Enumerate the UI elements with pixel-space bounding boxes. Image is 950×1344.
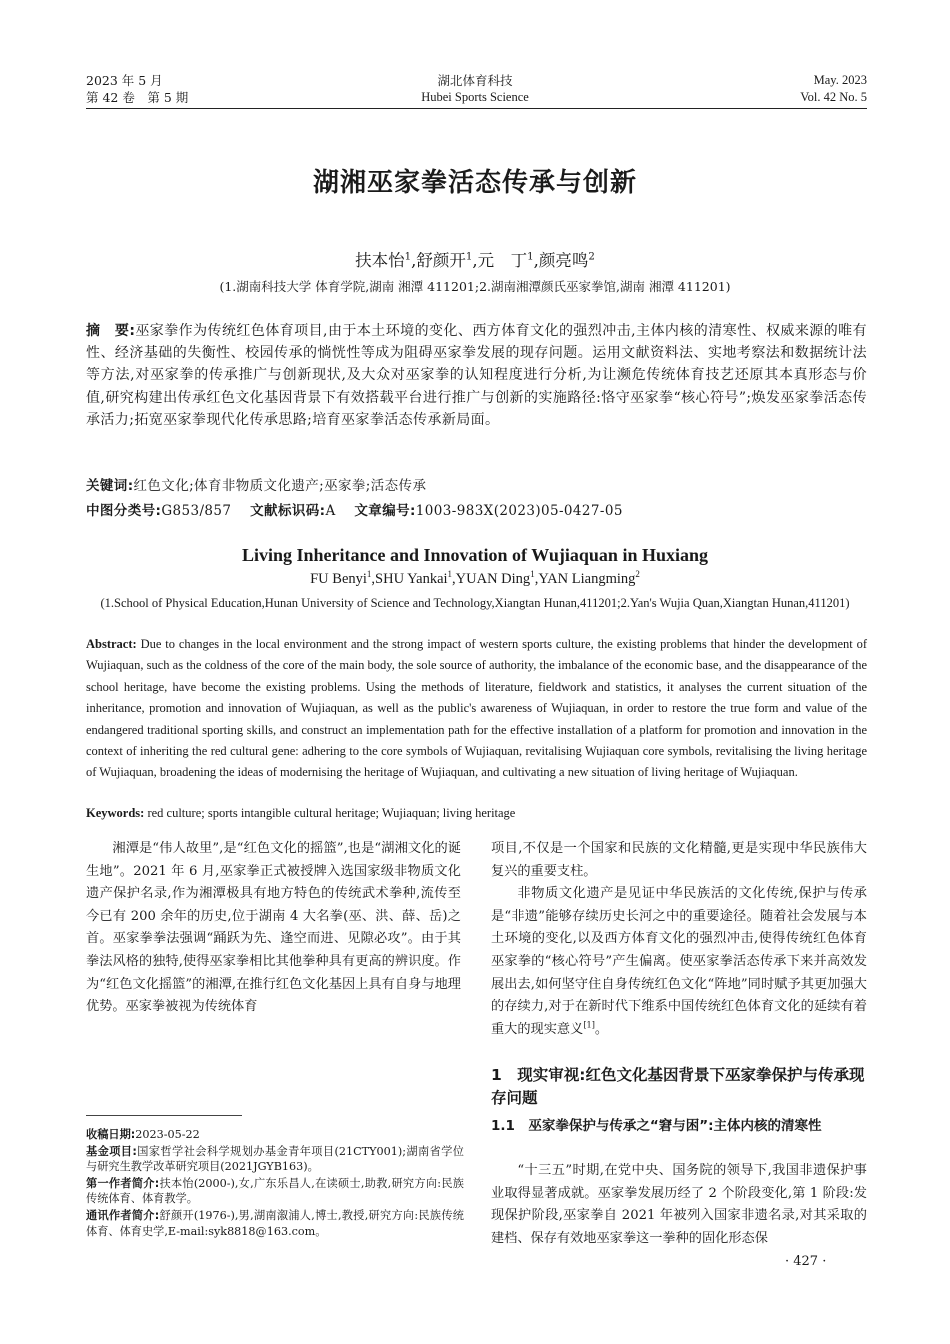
page-title: 湖湘巫家拳活态传承与创新 bbox=[312, 168, 637, 198]
received-value: 2023-05-22 bbox=[135, 1128, 200, 1141]
author-list: 扶本怡$^1$,舒颜开$^1$,元 丁$^1$,颜亮鸣$^2$ bbox=[355, 251, 595, 270]
header-date: 2023 年 5 月 bbox=[86, 73, 163, 88]
header-volume-en: Vol. 42 No. 5 bbox=[800, 90, 867, 104]
abstract-cn-label: 摘 要: bbox=[86, 323, 136, 339]
header-rule bbox=[86, 108, 867, 109]
body-right-column-cont bbox=[491, 1160, 867, 1250]
author-sup: 1 bbox=[530, 569, 535, 580]
body-paragraph-text: 非物质文化遗产是见证中华民族活的文化传统,保护与传承是“非遗”能够存续历史长河之中的重要途径。随着社会发展与本土环境的变化,以及西方体育文化的强烈冲击,使得传统红色体育巫家拳的“核心符号”产生偏离。使巫家拳活态传承下来并高效发展出去,如何坚守住自身传统红色文化“阵地”同时赋予其更加强大的存续力,对于在新时代下维系中国传统红色体育文化的延续有着重大的现实意义 bbox=[491, 886, 867, 1037]
classification-line bbox=[86, 501, 867, 521]
author-name: 颜亮鸣 bbox=[538, 251, 589, 270]
author-sup: 2 bbox=[635, 569, 640, 580]
author-name: YAN Liangming bbox=[538, 571, 636, 587]
footnote-rule bbox=[86, 1115, 242, 1116]
author-name: 扶本怡 bbox=[355, 251, 405, 270]
doc-code-value: A bbox=[325, 503, 336, 519]
abstract-en bbox=[86, 634, 867, 784]
first-author-value: 扶本怡(2000-),女,广东乐昌人,在读硕士,助教,研究方向:民族传统体育、体育教学。 bbox=[86, 1176, 464, 1206]
body-paragraph: “十三五”时期,在党中央、国务院的领导下,我国非遗保护事业取得显著成就。巫家拳发展历经了 2 个阶段变化,第 1 阶段:发现保护阶段,巫家拳自 2021 年被列入国家非遗名录,对其采取的建档、保存有效地巫家拳这一拳种的固化形态保 bbox=[491, 1163, 867, 1246]
corresponding-author-info bbox=[86, 1208, 464, 1239]
abstract-en-label: Abstract: bbox=[86, 637, 137, 651]
abstract-cn-text: 巫家拳作为传统红色体育项目,由于本土环境的变化、西方体育文化的强烈冲击,主体内核的清寒性、权威来源的唯有性、经济基础的失衡性、校园传承的惝恍性等成为阻碍巫家拳发展的现存问题。运用文献资料法、实地考察法和数据统计法等方法,对巫家拳的传承推广与创新现状,及大众对巫家拳的认知程度进行分析,为让濒危传统体育技艺还原其本真形态与价值,研究构建出传承红色文化基因背景下有效搭载平台进行推广与创新的实施路径:恪守巫家拳“核心符号”;焕发巫家拳活态传承活力;拓宽巫家拳现代化传承思路;培育巫家拳活态传承新局面。 bbox=[86, 323, 868, 428]
body-paragraph bbox=[491, 883, 867, 1041]
author-sup: 1 bbox=[465, 251, 473, 263]
fund-info bbox=[86, 1144, 464, 1175]
first-author-info bbox=[86, 1176, 464, 1207]
header-volume: 第 42 卷 第 5 期 bbox=[86, 90, 189, 105]
author-name: FU Benyi bbox=[310, 571, 367, 587]
header-date-en: May. 2023 bbox=[813, 73, 867, 87]
abstract-cn bbox=[86, 320, 867, 431]
fund-label: 基金项目: bbox=[86, 1144, 137, 1158]
author-sup: 1 bbox=[447, 569, 453, 580]
abstract-en-text: Due to changes in the local environment and the strong impact of western sports culture, the existing problems that hinder the development of Wujiaquan, such as the coldness of the core of the main body, the sole source of authority, the imbalance of the economic base, and the disappearance of the school heritage, have become the existing problems. Using the methods of literature, fieldwork and statistics, it analyses the current situation of the inheritance, promotion and innovation of Wujiaquan, as well as the public's awareness of Wujiaquan, in order to restore the true form and value of the endangered traditional sporting skills, and construct an implementation path for the effective installation of a platform for promotion and innovation in the context of inheriting the red cultural gene: adhering to the core symbols of Wujiaquan, revitalising Wujiaquan core symbols, revitalising the living heritage of Wujiaquan, broadening the ideas of modernising the heritage of Wujiaquan, and cultivating a new situation of living heritage of Wujiaquan. bbox=[86, 637, 868, 780]
article-number-value: 1003-983X(2023)05-0427-05 bbox=[415, 503, 623, 519]
author-sup: 1 bbox=[404, 251, 412, 263]
english-affiliation: (1.School of Physical Education,Hunan University of Science and Technology,Xiangtan Hunan,411201;2.Yan's Wujia Quan,Xiangtan Hunan,411201) bbox=[100, 596, 850, 610]
author-name: 舒颜开 bbox=[416, 251, 466, 270]
body-paragraph: 项目,不仅是一个国家和民族的文化精髓,更是实现中华民族伟大复兴的重要支柱。 bbox=[491, 841, 867, 879]
english-title: Living Inheritance and Innovation of Wujiaquan in Huxiang bbox=[242, 545, 708, 565]
author-name: YUAN Ding bbox=[455, 571, 531, 587]
body-right-column bbox=[491, 838, 867, 1041]
header-right bbox=[800, 72, 867, 106]
author-sup: 1 bbox=[366, 569, 372, 580]
author-name: 元 丁 bbox=[477, 251, 528, 270]
first-author-label: 第一作者简介: bbox=[86, 1176, 160, 1190]
clc-value: G853/857 bbox=[161, 503, 232, 519]
keywords-en-label: Keywords: bbox=[86, 806, 145, 820]
corresponding-author-value: 舒颜开(1976-),男,湖南溆浦人,博士,教授,研究方向:民族传统体育、体育史学,E-mail:syk8818@163.com。 bbox=[86, 1208, 464, 1238]
fund-value: 国家哲学社会科学规划办基金青年项目(21CTY001);湖南省学位与研究生教学改革研究项目(2021JGYB163)。 bbox=[86, 1144, 464, 1174]
author-sup: 1 bbox=[527, 251, 534, 263]
clc-label: 中图分类号: bbox=[86, 503, 162, 519]
footnotes bbox=[86, 1127, 464, 1240]
english-author-list: FU Benyi$^1$,SHU Yankai$^1$,YUAN Ding$^1$,YAN Liangming$^2$ bbox=[310, 569, 640, 587]
keywords-en-text: red culture; sports intangible cultural heritage; Wujiaquan; living heritage bbox=[147, 806, 516, 820]
article-number-label: 文章编号: bbox=[354, 503, 416, 519]
body-left-column bbox=[86, 838, 461, 1019]
section-heading: 1 现实审视:红色文化基因背景下巫家拳保护与传承现存问题 bbox=[491, 1066, 865, 1107]
affiliation: (1.湖南科技大学 体育学院,湖南 湘潭 411201;2.湖南湘潭颜氏巫家拳馆,湖南 湘潭 411201) bbox=[219, 279, 731, 294]
keywords-cn bbox=[86, 476, 867, 496]
received-label: 收稿日期: bbox=[86, 1128, 136, 1141]
body-paragraph: 湘潭是“伟人故里”,是“红色文化的摇篮”,也是“湖湘文化的诞生地”。2021 年 6 月,巫家拳正式被授牌入选国家级非物质文化遗产保护名录,作为湘潭极具有地方特色的传统武术拳种,流传至今已有 200 余年的历史,位于湖南 4 大名拳(巫、洪、薛、岳)之首。巫家拳拳法强调“踊跃为先、逢空而进、见隙必攻”。由于其拳法风格的独特,使得巫家拳相比其他拳种具有更高的辨识度。作为“红色文化摇篮”的湘潭,在推行红色文化基因上具有自身与地理优势。巫家拳被视为传统体育 bbox=[86, 841, 461, 1015]
author-sup: 2 bbox=[588, 251, 595, 263]
body-paragraph-end: 。 bbox=[594, 1021, 609, 1037]
keywords-cn-label: 关键词: bbox=[86, 478, 134, 494]
citation-ref: [1] bbox=[583, 1019, 595, 1030]
keywords-cn-text: 红色文化;体育非物质文化遗产;巫家拳;活态传承 bbox=[133, 478, 427, 494]
received-date bbox=[86, 1127, 464, 1143]
author-name: SHU Yankai bbox=[375, 571, 448, 587]
page-number: · 427 · bbox=[785, 1254, 827, 1269]
journal-name-cn: 湖北体育科技 bbox=[437, 73, 513, 88]
subsection-heading: 1.1 巫家拳保护与传承之“窘与困”:主体内核的清寒性 bbox=[491, 1118, 822, 1134]
keywords-en bbox=[86, 806, 867, 821]
corresponding-author-label: 通讯作者简介: bbox=[86, 1208, 160, 1222]
doc-code-label: 文献标识码: bbox=[250, 503, 326, 519]
journal-name-en: Hubei Sports Science bbox=[421, 90, 529, 104]
